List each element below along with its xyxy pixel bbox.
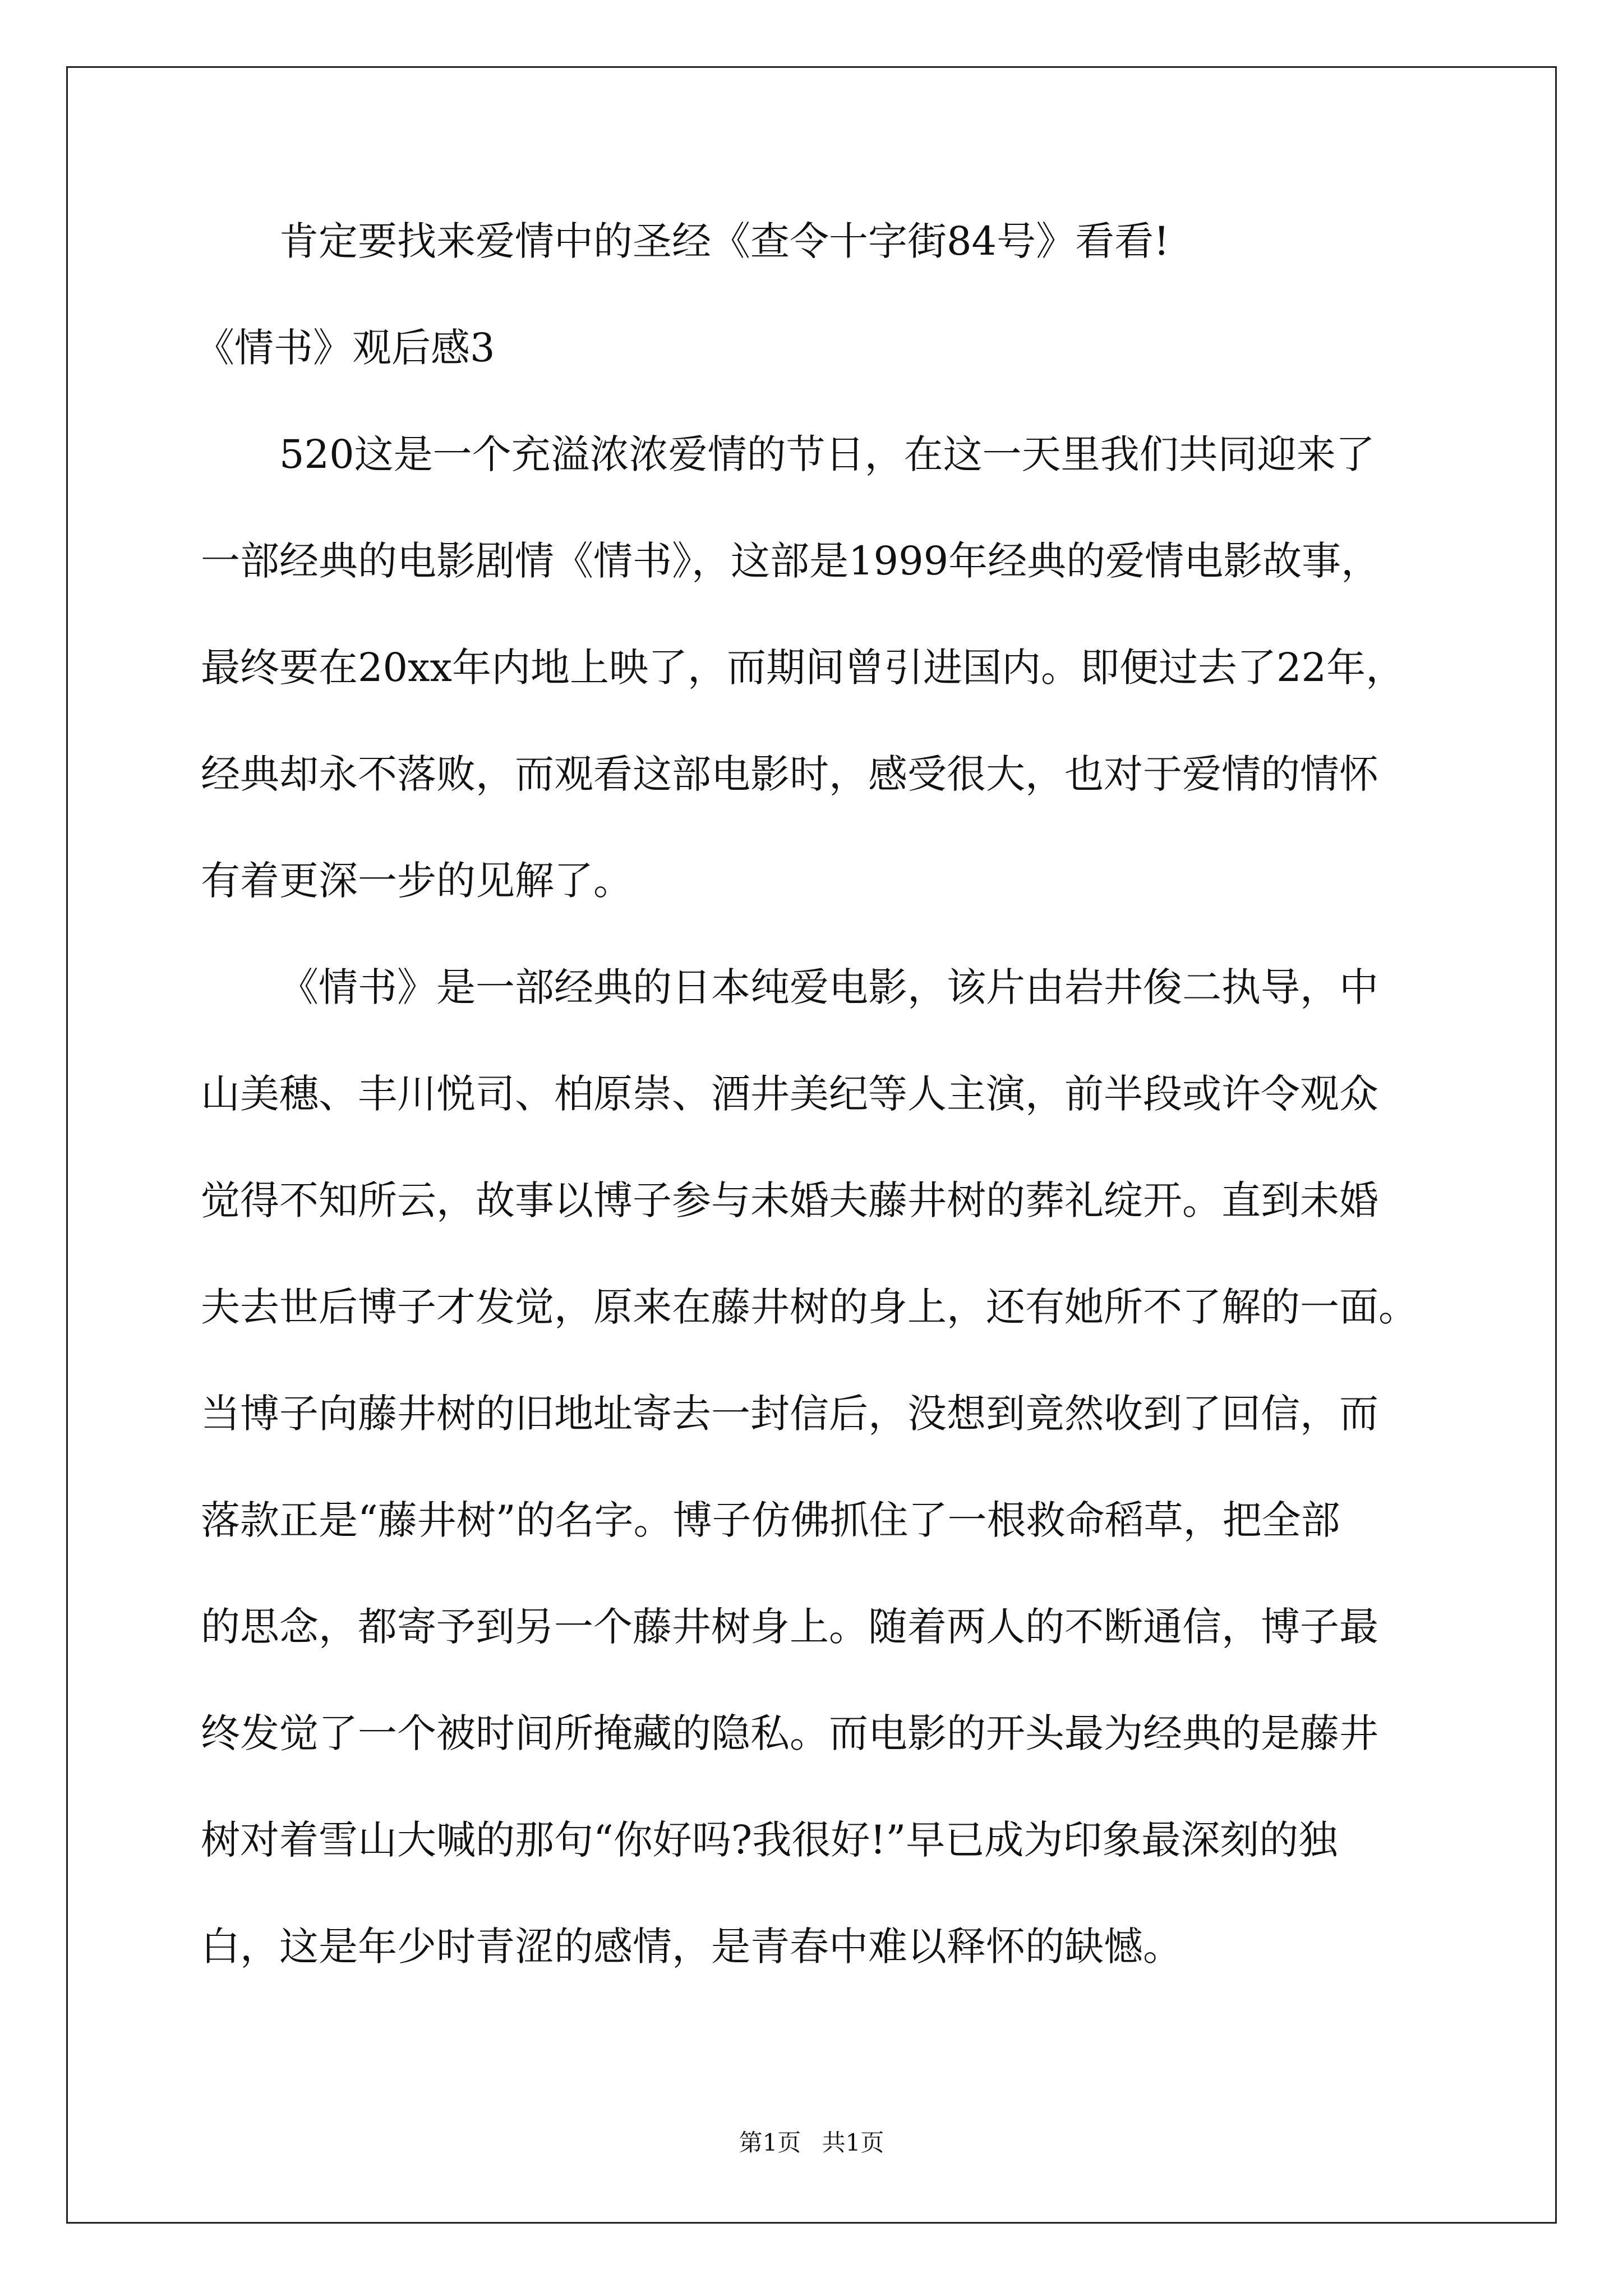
page-footer	[0, 2126, 1623, 2160]
text-line: 落款正是“藤井树”的名字。博子仿佛抓住了一根救命稻草，把全部	[201, 1497, 1340, 1543]
text-line: 520这是一个充溢浓浓爱情的节日，在这一天里我们共同迎来了	[279, 431, 1375, 477]
page-border	[66, 66, 1557, 2224]
text-line: 经典却永不落败，而观看这部电影时，感受很大，也对于爱情的情怀	[201, 751, 1378, 797]
text-line: 夫去世后博子才发觉，原来在藤井树的身上，还有她所不了解的一面。	[201, 1284, 1418, 1330]
text-line: 有着更深一步的见解了。	[201, 858, 633, 904]
text-line: 的思念，都寄予到另一个藤井树身上。随着两人的不断通信，博子最	[201, 1604, 1378, 1650]
text-line: 山美穗、丰川悦司、柏原崇、酒井美纪等人主演，前半段或许令观众	[201, 1071, 1378, 1117]
text-line: 当博子向藤井树的旧地址寄去一封信后，没想到竟然收到了回信，而	[201, 1391, 1378, 1437]
text-line: 肯定要找来爱情中的圣经《查令十字街84号》看看!	[279, 218, 1170, 264]
text-line: 树对着雪山大喊的那句“你好吗?我很好!”早已成为印象最深刻的独	[201, 1817, 1338, 1863]
text-line: 白，这是年少时青涩的感情，是青春中难以释怀的缺憾。	[201, 1924, 1182, 1970]
text-line: 《情书》是一部经典的日本纯爱电影，该片由岩井俊二执导，中	[279, 964, 1378, 1010]
text-line: 一部经典的电影剧情《情书》，这部是1999年经典的爱情电影故事，	[201, 538, 1381, 584]
text-line: 终发觉了一个被时间所掩藏的隐私。而电影的开头最为经典的是藤井	[201, 1710, 1378, 1756]
section-heading: 《情书》观后感3	[195, 325, 495, 371]
text-line: 最终要在20xx年内地上映了，而期间曾引进国内。即便过去了22年，	[201, 645, 1405, 691]
text-line: 觉得不知所云，故事以博子参与未婚夫藤井树的葬礼绽开。直到未婚	[201, 1177, 1378, 1223]
page-total: 共1页	[822, 2129, 884, 2156]
page-number: 第1页	[739, 2129, 801, 2156]
